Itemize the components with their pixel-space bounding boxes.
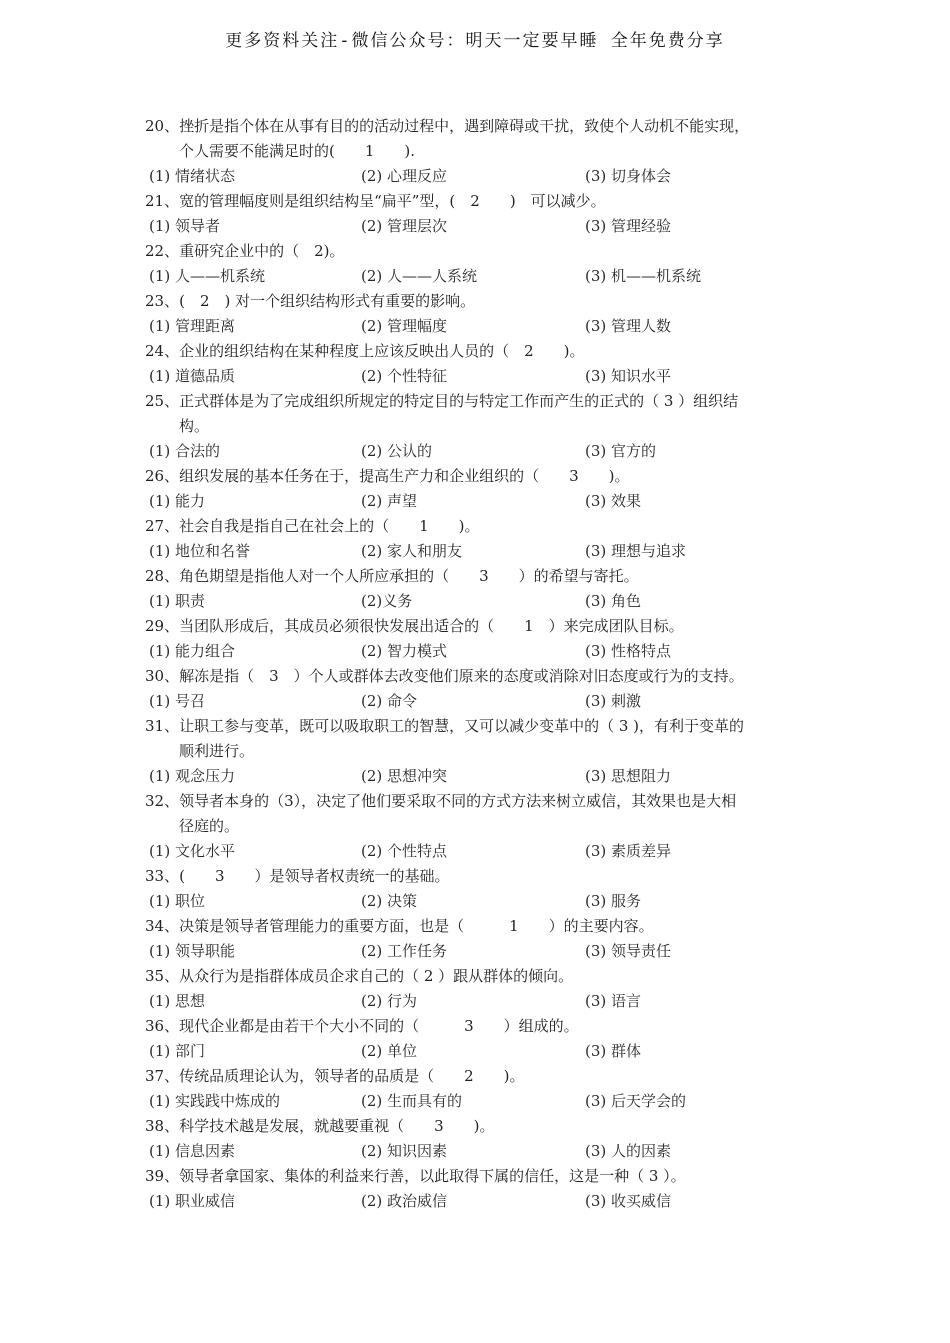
answer-option-2: (2) 思想冲突 (361, 767, 448, 785)
answer-options (145, 639, 825, 664)
question-item (145, 1114, 825, 1164)
answer-option-3: (3) 人的因素 (585, 1142, 672, 1160)
question-first-line (145, 189, 825, 214)
question-item (145, 514, 825, 564)
question-text: 组织发展的基本任务在于，提高生产力和企业组织的（ 3 )。 (179, 467, 630, 485)
question-number: 32、 (145, 792, 180, 810)
question-text-continued: 个人需要不能满足时的( 1 ). (179, 142, 416, 160)
question-first-line (145, 389, 825, 414)
question-text: 企业的组织结构在某种程度上应该反映出人员的（ 2 )。 (179, 342, 585, 360)
question-item (145, 1164, 825, 1214)
question-first-line (145, 664, 825, 689)
answer-option-1: (1) 能力 (149, 492, 206, 510)
answer-option-1: (1) 职业威信 (149, 1192, 236, 1210)
question-first-line (145, 514, 825, 539)
question-text: 科学技术越是发展，就越要重视（ 3 )。 (179, 1117, 495, 1135)
answer-options (145, 164, 825, 189)
question-text: 领导者本身的（3），决定了他们要采取不同的方式方法来树立威信，其效果也是大相 (179, 792, 737, 810)
answer-options (145, 939, 825, 964)
question-first-line (145, 339, 825, 364)
question-number: 26、 (145, 467, 180, 485)
answer-options (145, 689, 825, 714)
answer-option-3: (3) 收买威信 (585, 1192, 672, 1210)
answer-option-3: (3) 机——机系统 (585, 267, 702, 285)
question-text: 宽的管理幅度则是组织结构呈“扁平”型，( 2 ) 可以减少。 (179, 192, 606, 210)
answer-option-3: (3) 思想阻力 (585, 767, 672, 785)
question-text: 角色期望是指他人对一个人所应承担的（ 3 ）的希望与寄托。 (179, 567, 639, 585)
answer-options (145, 764, 825, 789)
answer-option-2: (2)义务 (361, 592, 413, 610)
question-first-line (145, 1014, 825, 1039)
question-item (145, 289, 825, 339)
answer-option-1: (1) 情绪状态 (149, 167, 236, 185)
answer-option-2: (2) 生而具有的 (361, 1092, 463, 1110)
question-item (145, 339, 825, 389)
question-item (145, 789, 825, 864)
question-text: 让职工参与变革，既可以吸取职工的智慧，又可以减少变革中的（ 3 )，有利于变革的 (179, 717, 745, 735)
answer-option-1: (1) 思想 (149, 992, 206, 1010)
question-first-line (145, 464, 825, 489)
answer-option-2: (2) 个性特点 (361, 842, 448, 860)
answer-option-2: (2) 心理反应 (361, 167, 448, 185)
question-number: 35、 (145, 967, 180, 985)
question-text: 挫折是指个体在从事有目的的活动过程中，遇到障碍或干扰，致使个人动机不能实现， (179, 117, 750, 135)
answer-options (145, 1039, 825, 1064)
answer-option-3: (3) 语言 (585, 992, 642, 1010)
answer-options (145, 1089, 825, 1114)
question-first-line (145, 1164, 825, 1189)
question-text: 解冻是指（ 3 ）个人或群体去改变他们原来的态度或消除对旧态度或行为的支持。 (179, 667, 744, 685)
question-number: 36、 (145, 1017, 180, 1035)
answer-option-3: (3) 性格特点 (585, 642, 672, 660)
question-item (145, 389, 825, 464)
answer-options (145, 1139, 825, 1164)
question-first-line (145, 914, 825, 939)
answer-options (145, 314, 825, 339)
answer-option-3: (3) 管理经验 (585, 217, 672, 235)
answer-option-2: (2) 智力模式 (361, 642, 448, 660)
question-number: 24、 (145, 342, 180, 360)
answer-option-2: (2) 个性特征 (361, 367, 448, 385)
question-text: ( 3 ）是领导者权责统一的基础。 (179, 867, 450, 885)
answer-option-2: (2) 声望 (361, 492, 418, 510)
question-number: 25、 (145, 392, 180, 410)
answer-option-1: (1) 合法的 (149, 442, 221, 460)
question-text: 传统品质理论认为，领导者的品质是（ 2 )。 (179, 1067, 525, 1085)
answer-options (145, 264, 825, 289)
answer-option-1: (1) 部门 (149, 1042, 206, 1060)
answer-option-1: (1) 号召 (149, 692, 206, 710)
question-text-continued: 径庭的。 (179, 817, 240, 835)
question-item (145, 464, 825, 514)
question-item (145, 914, 825, 964)
answer-option-3: (3) 效果 (585, 492, 642, 510)
question-item (145, 1014, 825, 1064)
answer-option-1: (1) 能力组合 (149, 642, 236, 660)
question-number: 37、 (145, 1067, 180, 1085)
question-item (145, 864, 825, 914)
answer-options (145, 214, 825, 239)
question-text: 重研究企业中的（ 2)。 (179, 242, 345, 260)
answer-option-2: (2) 管理层次 (361, 217, 448, 235)
question-first-line (145, 1064, 825, 1089)
answer-option-1: (1) 职责 (149, 592, 206, 610)
answer-options (145, 889, 825, 914)
question-first-line (145, 614, 825, 639)
answer-option-1: (1) 领导职能 (149, 942, 236, 960)
answer-option-1: (1) 道德品质 (149, 367, 236, 385)
answer-option-3: (3) 服务 (585, 892, 642, 910)
answer-option-1: (1) 实践践中炼成的 (149, 1092, 281, 1110)
answer-option-1: (1) 信息因素 (149, 1142, 236, 1160)
question-text: 从众行为是指群体成员企求自己的（ 2 ）跟从群体的倾向。 (179, 967, 574, 985)
question-text: 社会自我是指自己在社会上的（ 1 )。 (179, 517, 480, 535)
answer-option-2: (2) 人——人系统 (361, 267, 478, 285)
question-first-line (145, 114, 825, 139)
answer-option-3: (3) 角色 (585, 592, 642, 610)
question-item (145, 189, 825, 239)
answer-option-2: (2) 工作任务 (361, 942, 448, 960)
answer-option-2: (2) 行为 (361, 992, 418, 1010)
question-number: 39、 (145, 1167, 180, 1185)
question-first-line (145, 789, 825, 814)
question-item (145, 614, 825, 664)
question-item (145, 964, 825, 1014)
questions-container (145, 114, 825, 1214)
question-number: 28、 (145, 567, 180, 585)
question-text: 领导者拿国家、集体的利益来行善，以此取得下属的信任，这是一种（ 3 ）。 (179, 1167, 686, 1185)
answer-option-3: (3) 理想与追求 (585, 542, 687, 560)
question-text: ( 2 ) 对一个组织结构形式有重要的影响。 (179, 292, 476, 310)
question-number: 23、 (145, 292, 180, 310)
question-list (145, 114, 825, 1214)
question-item (145, 664, 825, 714)
answer-options (145, 989, 825, 1014)
answer-option-1: (1) 观念压力 (149, 767, 236, 785)
question-number: 29、 (145, 617, 180, 635)
question-text: 正式群体是为了完成组织所规定的特定目的与特定工作而产生的正式的（ 3 ）组织结 (179, 392, 739, 410)
question-text: 当团队形成后，其成员必须很快发展出适合的（ 1 ）来完成团队目标。 (179, 617, 684, 635)
question-first-line (145, 964, 825, 989)
answer-option-2: (2) 家人和朋友 (361, 542, 463, 560)
page-header: 更多资料关注-微信公众号：明天一定要早睡 全年免费分享 (225, 31, 725, 51)
question-item (145, 564, 825, 614)
answer-option-3: (3) 后天学会的 (585, 1092, 687, 1110)
answer-option-3: (3) 管理人数 (585, 317, 672, 335)
question-first-line (145, 714, 825, 739)
answer-option-3: (3) 切身体会 (585, 167, 672, 185)
answer-option-2: (2) 管理幅度 (361, 317, 448, 335)
question-item (145, 1064, 825, 1114)
answer-option-3: (3) 领导责任 (585, 942, 672, 960)
answer-option-2: (2) 命令 (361, 692, 418, 710)
answer-option-2: (2) 决策 (361, 892, 418, 910)
question-first-line (145, 239, 825, 264)
answer-option-1: (1) 管理距离 (149, 317, 236, 335)
answer-options (145, 839, 825, 864)
question-text-continued: 构。 (179, 417, 210, 435)
question-number: 27、 (145, 517, 180, 535)
answer-option-3: (3) 群体 (585, 1042, 642, 1060)
answer-option-2: (2) 知识因素 (361, 1142, 448, 1160)
answer-option-1: (1) 人——机系统 (149, 267, 266, 285)
question-first-line (145, 289, 825, 314)
question-number: 20、 (145, 117, 180, 135)
question-number: 31、 (145, 717, 180, 735)
answer-option-1: (1) 领导者 (149, 217, 221, 235)
question-item (145, 239, 825, 289)
answer-option-2: (2) 政治威信 (361, 1192, 448, 1210)
question-first-line (145, 1114, 825, 1139)
answer-option-3: (3) 素质差异 (585, 842, 672, 860)
question-item (145, 114, 825, 189)
answer-option-3: (3) 官方的 (585, 442, 657, 460)
question-number: 34、 (145, 917, 180, 935)
question-number: 30、 (145, 667, 180, 685)
answer-options (145, 439, 825, 464)
answer-option-2: (2) 单位 (361, 1042, 418, 1060)
question-text: 现代企业都是由若干个大小不同的（ 3 ）组成的。 (179, 1017, 579, 1035)
question-item (145, 714, 825, 789)
question-number: 38、 (145, 1117, 180, 1135)
answer-options (145, 589, 825, 614)
answer-option-1: (1) 地位和名誉 (149, 542, 251, 560)
question-number: 21、 (145, 192, 180, 210)
answer-option-3: (3) 刺激 (585, 692, 642, 710)
question-first-line (145, 564, 825, 589)
question-text-continued: 顺利进行。 (179, 742, 255, 760)
question-number: 33、 (145, 867, 180, 885)
answer-options (145, 539, 825, 564)
answer-options (145, 1189, 825, 1214)
question-text: 决策是领导者管理能力的重要方面，也是（ 1 ）的主要内容。 (179, 917, 654, 935)
question-number: 22、 (145, 242, 180, 260)
answer-option-2: (2) 公认的 (361, 442, 433, 460)
answer-option-3: (3) 知识水平 (585, 367, 672, 385)
answer-options (145, 489, 825, 514)
answer-option-1: (1) 文化水平 (149, 842, 236, 860)
question-first-line (145, 864, 825, 889)
answer-options (145, 364, 825, 389)
answer-option-1: (1) 职位 (149, 892, 206, 910)
